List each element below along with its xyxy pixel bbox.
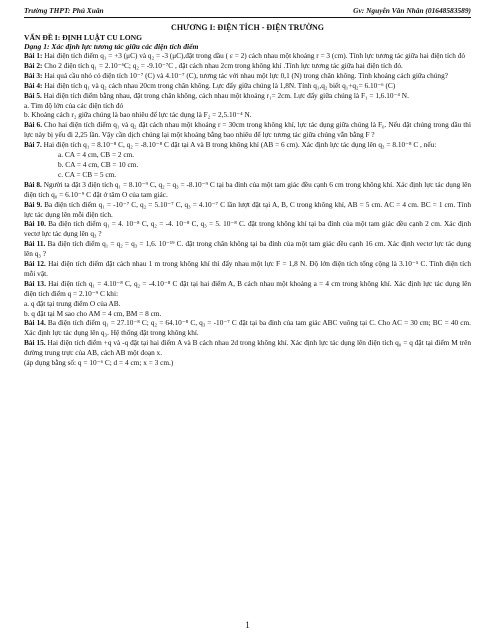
problem-item xyxy=(24,200,471,220)
problem-item xyxy=(24,110,471,120)
problem-label: Bài 3: xyxy=(24,70,43,80)
problem-text: b. CA = 4 cm, CB = 10 cm. xyxy=(58,159,139,169)
problem-text: c. CA = CB = 5 cm. xyxy=(58,169,117,179)
problem-label: Bài 2: xyxy=(24,60,43,70)
problem-item xyxy=(24,170,471,180)
problem-text: a. CA = 4 cm, CB = 2 cm. xyxy=(58,150,135,160)
problem-text: b. Khoảng cách r₂ giữa chúng là bao nhiêu để lực tác dụng là F₂ = 2,5.10⁻⁴ N. xyxy=(24,110,252,120)
problem-text: Ba điện tích điểm q₁ = 27.10⁻⁸ C; q₂ = 64.10⁻⁸ C, q₃ = -10⁻⁷ C đặt tại ba đỉnh của tam giác ABC vuông tại C. Cho AC = 30 cm; BC = 40 cm. Xác định lực tác dụng lên q₃. Hệ thống đặt trong không khí. xyxy=(24,318,471,338)
problem-text: Hai điện tích điểm bằng nhau, đặt trong chân không, cách nhau một khoảng r₁= 2cm. Lực đẩy giữa chúng là F₁ = 1,6.10⁻⁴ N. xyxy=(43,90,409,100)
problem-text: Hai điện tích điểm đặt cách nhau 1 m trong không khí thì đẩy nhau một lực F = 1,8 N. Độ lớn điện tích tổng cộng là 3.10⁻⁵ C. Tính điện tích mỗi vật. xyxy=(24,259,471,278)
problem-item xyxy=(24,239,471,259)
problem-item xyxy=(24,61,471,71)
problem-text: (áp dụng bằng số: q = 10⁻⁶ C; d = 4 cm; x = 3 cm.) xyxy=(24,358,174,368)
problem-item xyxy=(24,299,471,309)
problem-text: a. q đặt tại trung điểm O của AB. xyxy=(24,298,121,308)
problem-text: Hai điện tích q₁ = 4.10⁻⁸ C, q₂ = -4.10⁻⁸ C đặt tại hai điểm A, B cách nhau một khoảng a = 4 cm trong không khí. Xác định lực tác dụng lên điện tích điểm q = 2.10⁻⁹ C khi: xyxy=(24,278,471,298)
problem-item xyxy=(24,91,471,101)
problem-item xyxy=(24,180,471,200)
problem-item xyxy=(24,51,471,61)
problem-text: Ba điện tích điểm q₁ = -10⁻⁷ C, q₂ = 5.10⁻⁷ C, q₃ = 4.10⁻⁷ C lần lượt đặt tại A, B, C trong không khí, AB = 5 cm. AC = 4 cm. BC = 1 cm. Tính lực tác dụng lên mỗi điện tích. xyxy=(24,199,471,219)
problem-text: Cho 2 điện tích q₁ = 2.10⁻⁶C; q₂ = -9.10⁻⁷C , đặt cách nhau 2cm trong không khí .Tính lực tương tác giữa hai điện tích đó. xyxy=(44,60,403,70)
problem-item xyxy=(24,358,471,368)
section-title: VẤN ĐỀ I: ĐỊNH LUẬT CU LONG xyxy=(24,33,142,42)
problem-item xyxy=(24,259,471,279)
problem-item xyxy=(24,81,471,91)
problem-label: Bài 9. xyxy=(24,199,43,209)
problem-item xyxy=(24,219,471,239)
problem-item xyxy=(24,279,471,299)
problem-item xyxy=(24,71,471,81)
header-rule xyxy=(24,17,471,18)
problem-text: a. Tìm độ lớn của các điện tích đó xyxy=(24,100,124,110)
problem-item xyxy=(24,338,471,358)
school-name: Trường THPT: Phú Xuân xyxy=(24,6,104,15)
problem-text: Hai điện tích q₁ và q₂ cách nhau 20cm trong chân không. Lực đẩy giữa chúng là 1,8N. Tính q₁,q₂ biết q₁+q₂= 6.10⁻⁶ (C) xyxy=(44,80,396,90)
problem-list xyxy=(24,51,471,368)
problem-label: Bài 13. xyxy=(24,278,46,288)
problem-label: Bài 6. xyxy=(24,120,43,130)
problem-text: Hai điện tích q₁ = 8.10⁻⁸ C, q₂ = -8.10⁻⁸ C đặt tại A và B trong không khí (AB = 6 cm). Xác định lực tác dụng lên q₃ = 8.10⁻⁸ C , nếu: xyxy=(43,140,437,150)
problem-item xyxy=(24,160,471,170)
problem-text: Người ta đặt 3 điện tích q₁ = 8.10⁻⁹ C, q₂ = q₃ = -8.10⁻⁹ C tại ba đỉnh của một tam giác đều cạnh 6 cm trong không khí. Xác định lực tác dụng lên điện tích q₀ = 6.10⁻⁹ C đặt ở tâm O của tam giác. xyxy=(24,179,472,199)
problem-item xyxy=(24,140,471,150)
problem-text: b. q đặt tại M sao cho AM = 4 cm, BM = 8 cm. xyxy=(24,308,162,318)
problem-text: Ba điện tích điểm q₁ = 4. 10⁻⁸ C, q₂ = -4. 10⁻⁸ C, q₃ = 5. 10⁻⁸ C. đặt trong không khí tại ba đỉnh của một tam giác đều cạnh 2 cm. Xác định vectơ lực tác dụng lên q₃ ? xyxy=(24,219,471,239)
problem-label: Bài 7. xyxy=(24,140,42,150)
chapter-title: CHƯƠNG I: ĐIỆN TÍCH - ĐIỆN TRƯỜNG xyxy=(171,23,324,32)
problem-item xyxy=(24,101,471,111)
problem-label: Bài 1: xyxy=(24,51,43,60)
problem-label: Bài 11. xyxy=(24,239,46,249)
problem-label: Bài 12. xyxy=(24,259,46,269)
problem-item xyxy=(24,150,471,160)
problem-label: Bài 4: xyxy=(24,80,43,90)
subsection-title: Dạng 1: Xác định lực tương tác giữa các điện tích điểm xyxy=(24,42,199,51)
problem-text: Hai quả cầu nhỏ có điện tích 10⁻⁷ (C) và 4.10⁻⁷ (C), tương tác với nhau một lực 0,1 (N) trong chân không. Tính khoảng cách giữa chúng? xyxy=(44,70,448,80)
problem-item xyxy=(24,318,471,338)
problem-text: Cho hai điện tích điểm q₁ và q₂ đặt cách nhau một khoảng r = 30cm trong không khí, lực tác dụng giữa chúng là F₀. Nếu đặt chúng trong dầu thì lực này bị yếu đi 2,25 lần. Vậy cần dịch chúng lại một khoảng bằng bao nhiêu để lực tương tác giữa chúng vẫn bằng F ? xyxy=(24,120,471,140)
problem-text: Hai điện tích điểm q₁ = +3 (μC) và q₂ = -3 (μC),đặt trong dầu ( ε = 2) cách nhau một khoảng r = 3 (cm). Tính lực tương tác giữa hai điện tích đó xyxy=(44,51,466,60)
problem-label: Bài 10. xyxy=(24,219,46,229)
problem-text: Ba điện tích điểm q₁ = q₂ = q₃ = 1,6. 10⁻¹⁹ C. đặt trong chân không tại ba đỉnh của một tam giác đều cạnh 16 cm. Xác định vectơ lực tác dụng lên q₃ ? xyxy=(24,239,472,259)
problem-label: Bài 15. xyxy=(24,338,46,348)
problem-label: Bài 5. xyxy=(24,90,42,100)
problem-item xyxy=(24,309,471,319)
problem-item xyxy=(24,120,471,140)
problem-label: Bài 8. xyxy=(24,179,42,189)
teacher-info: Gv: Nguyễn Văn Nhân (01648583589) xyxy=(353,6,471,15)
page-header xyxy=(24,6,471,15)
problem-text: Hai điện tích điểm +q và -q đặt tại hai điểm A và B cách nhau 2d trong không khí. Xác định lực tác dụng lên điện tích q₀ = q đặt tại điểm M trên đường trung trực của AB, cách AB một đoạn x. xyxy=(24,338,471,358)
page-number: 1 xyxy=(245,620,250,630)
problem-label: Bài 14. xyxy=(24,318,46,328)
